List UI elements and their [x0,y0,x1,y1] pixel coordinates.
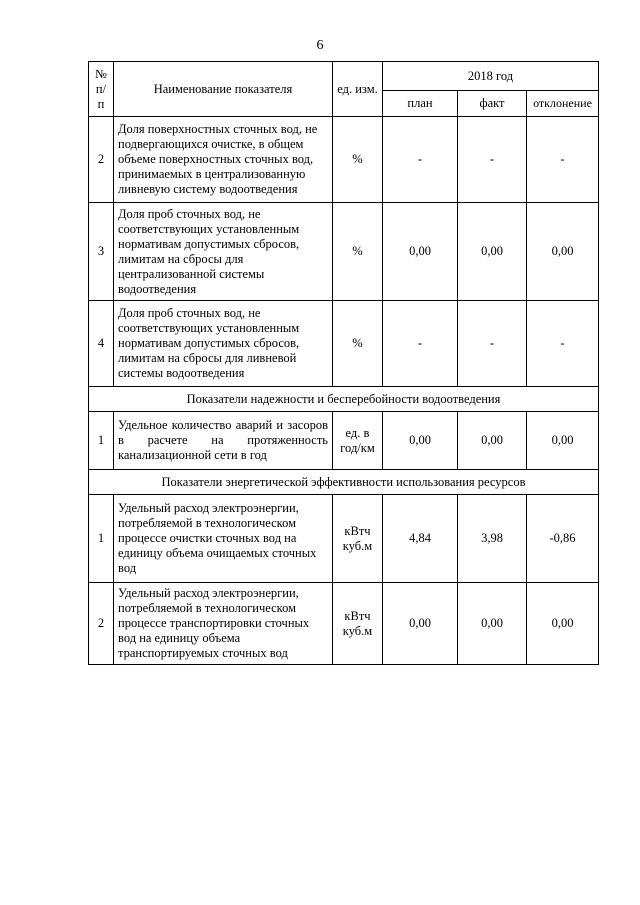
header-num: № п/п [89,62,114,117]
row-unit: % [333,301,383,387]
header-plan: план [383,91,458,117]
row-deviation: - [527,301,599,387]
row-num: 2 [89,117,114,203]
page-number: 6 [316,38,324,53]
table-row [89,117,599,203]
header-deviation: отклонение [527,91,599,117]
table-row [89,495,599,583]
table-row [89,203,599,301]
header-unit: ед. изм. [333,62,383,117]
header-year: 2018 год [383,62,599,91]
row-fact: 3,98 [458,495,527,583]
table-row [89,412,599,470]
row-unit: ед. в год/км [333,412,383,470]
row-fact: 0,00 [458,203,527,301]
section-title-energy: Показатели энергетической эффективности использования ресурсов [89,470,599,495]
row-fact: - [458,301,527,387]
row-deviation: - [527,117,599,203]
row-num: 2 [89,583,114,665]
row-unit: кВтч куб.м [333,495,383,583]
row-name: Удельное количество аварий и засоров в расчете на протяженность канализационной сети в год [114,412,333,470]
header-fact: факт [458,91,527,117]
row-plan: 4,84 [383,495,458,583]
row-num: 4 [89,301,114,387]
row-fact: 0,00 [458,412,527,470]
table-row [89,301,599,387]
row-plan: - [383,301,458,387]
row-name: Удельный расход электроэнергии, потребляемой в технологическом процессе транспортировки сточных вод на единицу объема транспортируемых сточных вод [114,583,333,665]
row-name: Удельный расход электроэнергии, потребляемой в технологическом процессе очистки сточных вод на единицу объема очищаемых сточных вод [114,495,333,583]
table-row [89,583,599,665]
indicators-table [88,61,599,665]
section-title-reliability: Показатели надежности и бесперебойности водоотведения [89,387,599,412]
row-num: 1 [89,495,114,583]
header-row [89,62,599,91]
row-plan: 0,00 [383,583,458,665]
row-unit: % [333,203,383,301]
row-fact: 0,00 [458,583,527,665]
row-unit: % [333,117,383,203]
row-name: Доля проб сточных вод, не соответствующих установленным нормативам допустимых сбросов, лимитам на сбросы для централизованной системы водоотведения [114,203,333,301]
row-plan: - [383,117,458,203]
row-num: 1 [89,412,114,470]
row-deviation: 0,00 [527,203,599,301]
header-name: Наименование показателя [114,62,333,117]
row-deviation: 0,00 [527,583,599,665]
row-plan: 0,00 [383,412,458,470]
row-fact: - [458,117,527,203]
row-deviation: -0,86 [527,495,599,583]
section-row [89,470,599,495]
row-unit: кВтч куб.м [333,583,383,665]
section-row [89,387,599,412]
row-num: 3 [89,203,114,301]
row-deviation: 0,00 [527,412,599,470]
row-name: Доля проб сточных вод, не соответствующих установленным нормативам допустимых сбросов, лимитам на сбросы для ливневой системы водоотведения [114,301,333,387]
row-plan: 0,00 [383,203,458,301]
row-name: Доля поверхностных сточных вод, не подвергающихся очистке, в общем объеме поверхностных сточных вод, принимаемых в централизованную ливневую систему водоотведения [114,117,333,203]
